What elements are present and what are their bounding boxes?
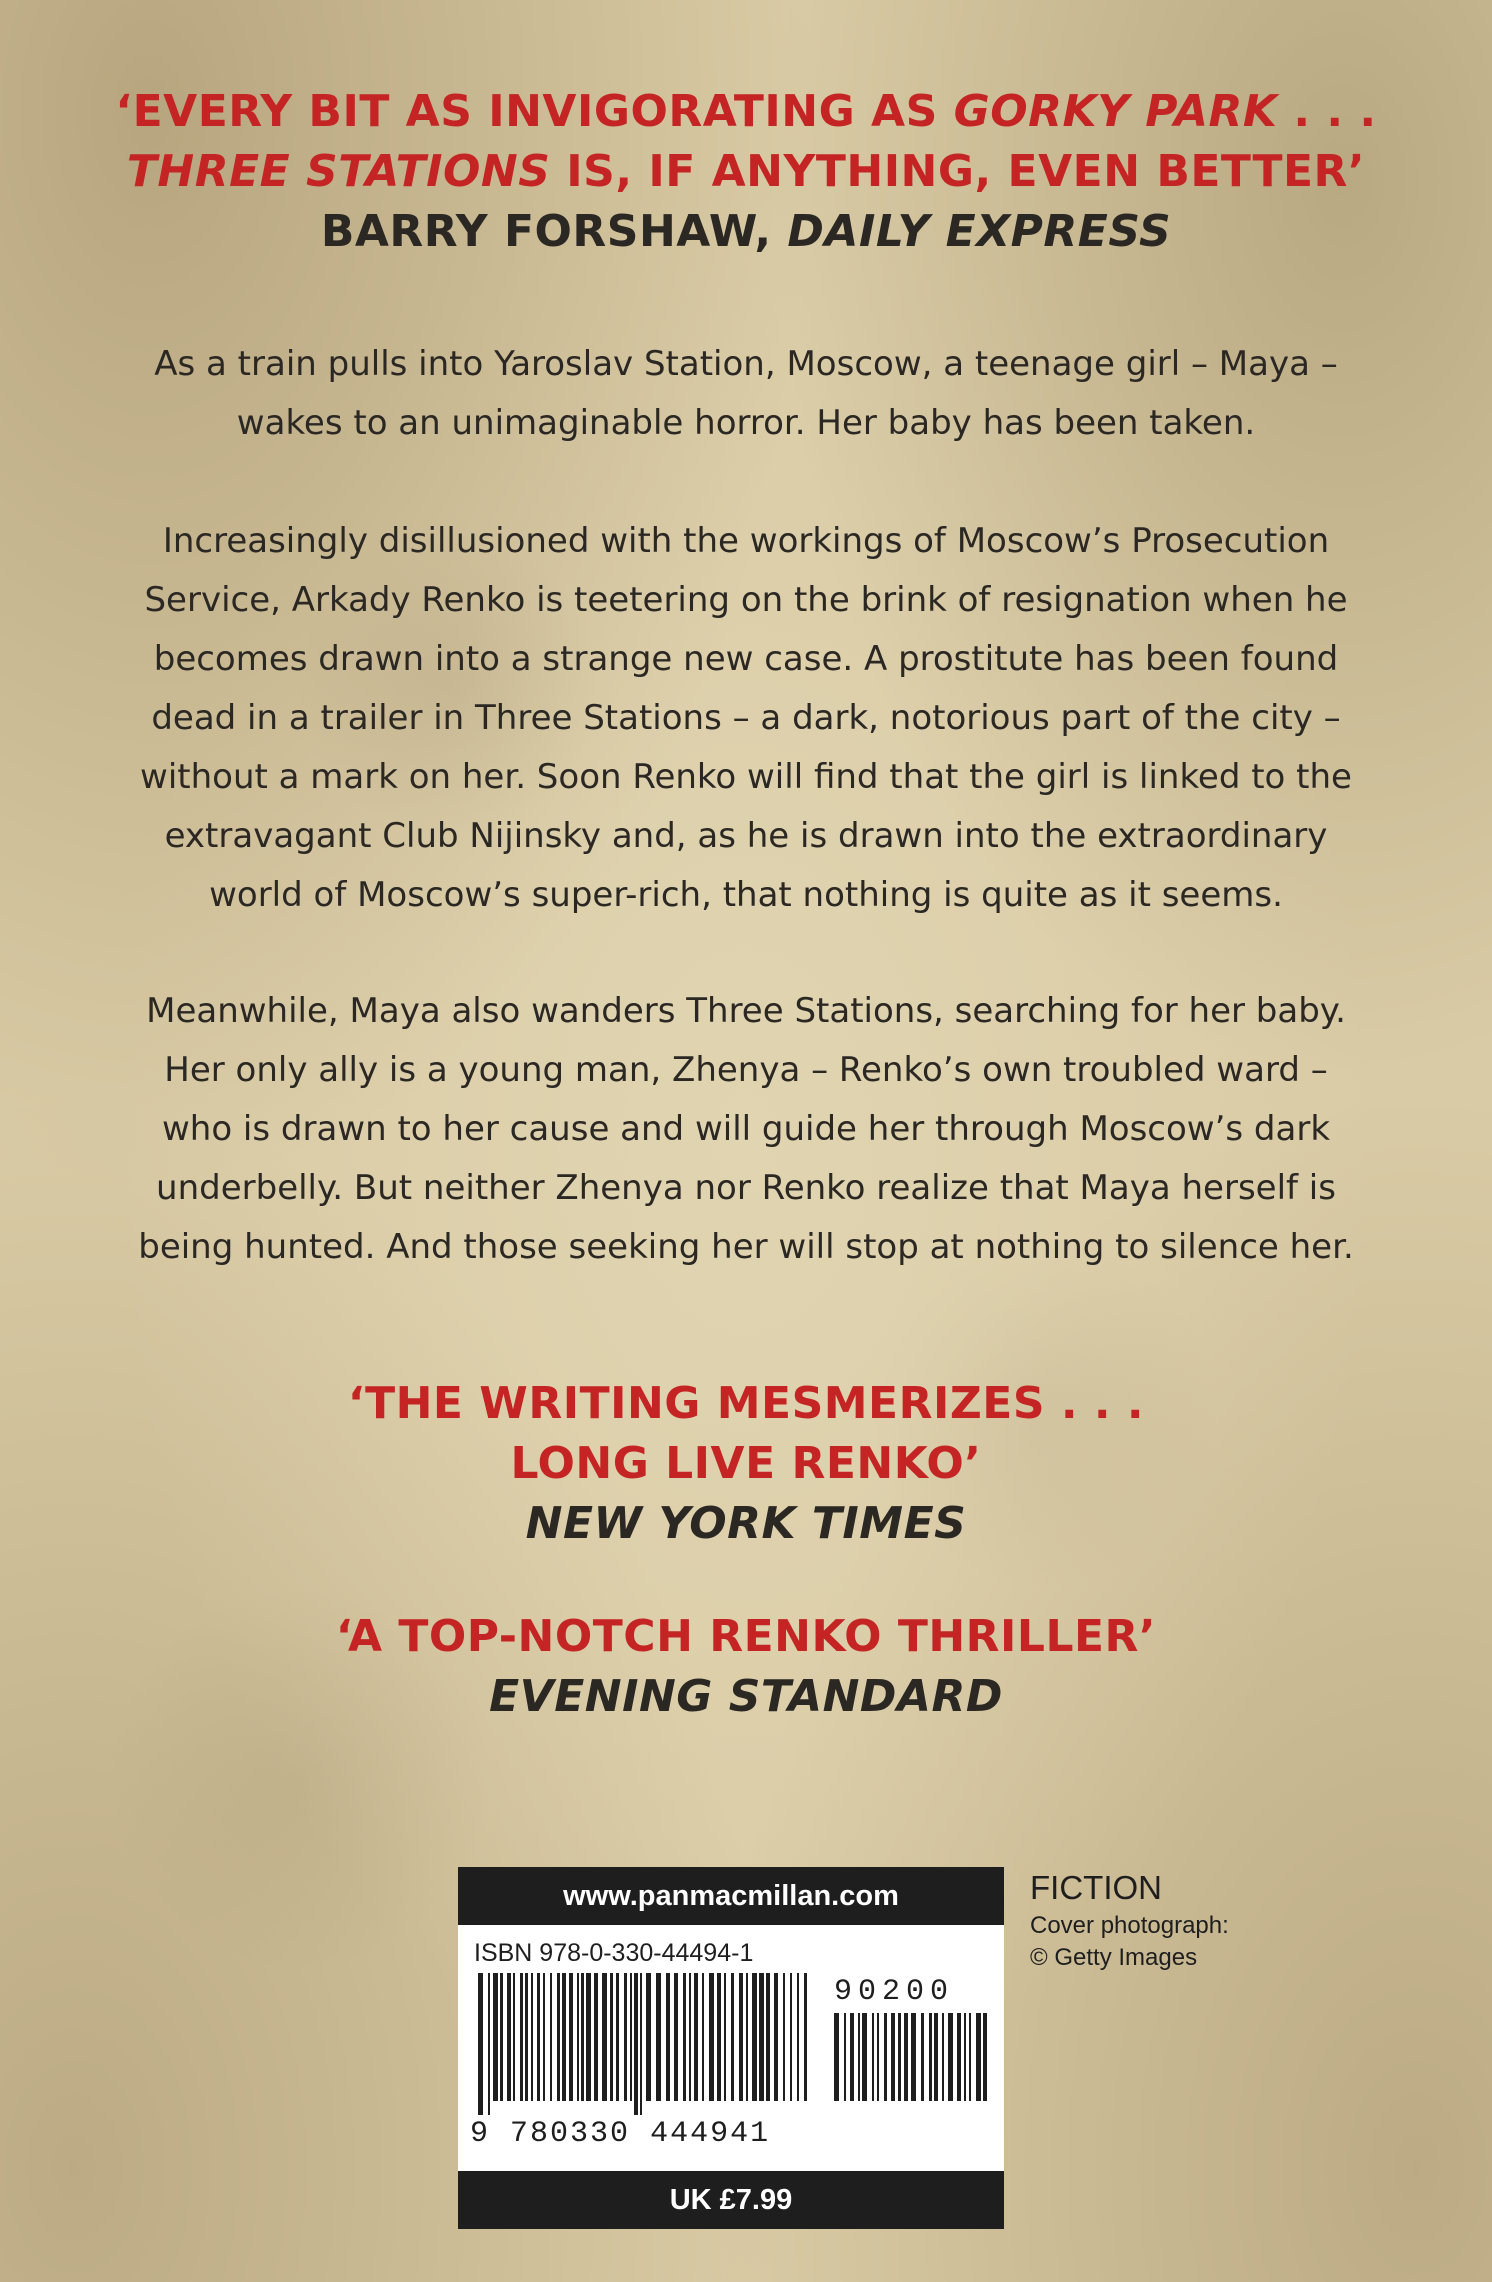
barcode-stripe	[746, 1973, 748, 2101]
ean-group-2: 444941	[650, 2117, 771, 2151]
barcode-stripe	[520, 1973, 523, 2101]
barcode-stripe	[858, 2013, 860, 2101]
barcode-stripe	[976, 2013, 981, 2101]
blurb-line: As a train pulls into Yaroslav Station, Moscow, a teenage girl – Maya –	[154, 344, 1338, 384]
barcode-stripe	[898, 2013, 901, 2101]
barcode-stripe	[797, 1973, 799, 2101]
blurb-paragraph-2	[40, 512, 1452, 925]
blurb-line: without a mark on her. Soon Renko will find that the girl is linked to the	[140, 757, 1352, 797]
barcode-stripe	[531, 1973, 533, 2101]
blurb-line: Increasingly disillusioned with the workings of Moscow’s Prosecution	[162, 521, 1330, 561]
barcode-stripe	[739, 1973, 743, 2101]
ean-barcode-graphic	[476, 1973, 816, 2115]
barcode-stripe	[891, 2013, 895, 2101]
barcode-stripe	[656, 1973, 661, 2101]
barcode-stripe	[904, 2013, 908, 2101]
blurb-line: underbelly. But neither Zhenya nor Renko realize that Maya herself is	[156, 1168, 1336, 1208]
barcode-stripe	[934, 2013, 938, 2101]
blurb-line: being hunted. And those seeking her will stop at nothing to silence her.	[138, 1227, 1354, 1267]
barcode-stripe	[774, 1973, 778, 2101]
barcode-panel	[458, 1867, 1004, 2229]
publisher-website: www.panmacmillan.com	[458, 1867, 1004, 1925]
barcode-stripe	[948, 2013, 953, 2101]
barcode-stripe	[646, 1973, 651, 2101]
barcode-stripe	[766, 1973, 770, 2101]
blurb-line: Her only ally is a young man, Zhenya – Renko’s own troubled ward –	[164, 1050, 1328, 1090]
barcode-stripe	[493, 1973, 498, 2101]
ean-digits	[470, 2117, 770, 2151]
barcode-stripe	[683, 1973, 686, 2101]
review-quote-nyt	[0, 1374, 1492, 1554]
barcode-stripe	[577, 1973, 579, 2101]
ean-group-1: 780330	[510, 2117, 631, 2151]
blurb-line: world of Moscow’s super-rich, that nothing is quite as it seems.	[209, 875, 1283, 915]
blurb-line: Meanwhile, Maya also wanders Three Stations, searching for her baby.	[146, 991, 1346, 1031]
barcode-stripe	[525, 1973, 528, 2101]
quote-ellipsis: . . .	[1277, 86, 1377, 137]
barcode-stripe	[759, 1973, 764, 2101]
barcode-stripe	[630, 1973, 632, 2101]
price-label: UK £7.99	[458, 2171, 1004, 2229]
barcode-stripe	[957, 2013, 961, 2101]
cover-credit: Cover photograph:	[1030, 1912, 1229, 1939]
quote-text: LONG LIVE RENKO’	[510, 1438, 982, 1489]
side-info	[1030, 1866, 1229, 1974]
cover-credit: © Getty Images	[1030, 1944, 1198, 1971]
blurb-line: becomes drawn into a strange new case. A prostitute has been found	[153, 639, 1339, 679]
barcode-stripe	[602, 1973, 607, 2101]
barcode-stripe	[581, 1973, 584, 2101]
barcode-stripe	[543, 1973, 545, 2101]
barcode-stripe	[478, 1973, 483, 2115]
quote-attribution-publication: NEW YORK TIMES	[525, 1498, 967, 1549]
blurb-line: dead in a trailer in Three Stations – a dark, notorious part of the city –	[151, 698, 1341, 738]
barcode-stripe	[783, 1973, 785, 2101]
barcode-stripe	[562, 1973, 566, 2101]
quote-book-title: THREE STATIONS	[126, 146, 551, 197]
barcode-stripe	[752, 1973, 757, 2101]
barcode-stripe	[557, 1973, 560, 2101]
blurb-line: Service, Arkady Renko is teetering on the brink of resignation when he	[144, 580, 1348, 620]
quote-attribution-name: BARRY FORSHAW,	[320, 206, 788, 257]
barcode-stripe	[717, 1973, 721, 2101]
barcode-stripe	[550, 1973, 552, 2101]
blurb-line: wakes to an unimaginable horror. Her baby has been taken.	[236, 403, 1256, 443]
barcode-stripe	[507, 1973, 511, 2101]
quote-text: ‘THE WRITING MESMERIZES . . .	[347, 1378, 1145, 1429]
barcode-stripe	[666, 1973, 670, 2101]
quote-attribution-publication: EVENING STANDARD	[489, 1671, 1003, 1722]
addon-barcode-graphic	[832, 2013, 988, 2115]
quote-text: IS, IF ANYTHING, EVEN BETTER’	[550, 146, 1366, 197]
barcode-stripe	[834, 2013, 839, 2101]
barcode-stripe	[702, 1973, 704, 2101]
barcode-stripe	[488, 1973, 490, 2115]
barcode-stripe	[969, 2013, 971, 2101]
barcode-stripe	[537, 1973, 540, 2101]
barcode-stripe	[911, 2013, 916, 2101]
barcode-stripe	[709, 1973, 714, 2101]
barcode-stripe	[513, 1973, 515, 2101]
quote-attribution-publication: DAILY EXPRESS	[787, 206, 1172, 257]
top-review-quote	[0, 82, 1492, 262]
barcode-stripe	[850, 2013, 854, 2101]
barcode-stripe	[790, 1973, 792, 2101]
barcode-stripe	[964, 2013, 966, 2101]
isbn-label: ISBN 978-0-330-44494-1	[474, 1939, 754, 1967]
barcode-stripe	[862, 2013, 867, 2101]
barcode-stripe	[694, 1973, 698, 2101]
barcode-stripe	[624, 1973, 627, 2101]
blurb-paragraph-1	[40, 335, 1452, 453]
barcode-stripe	[674, 1973, 678, 2101]
barcode-stripe	[724, 1973, 726, 2101]
barcode-stripe	[983, 2013, 987, 2101]
barcode-stripe	[872, 2013, 874, 2101]
quote-text: ‘EVERY BIT AS INVIGORATING AS	[115, 86, 954, 137]
genre-label: FICTION	[1030, 1869, 1162, 1906]
barcode-stripe	[610, 1973, 613, 2101]
barcode-stripe	[877, 2013, 879, 2101]
quote-text: ‘A TOP-NOTCH RENKO THRILLER’	[335, 1611, 1157, 1662]
barcode-stripe	[884, 2013, 887, 2101]
barcode-stripe	[942, 2013, 944, 2101]
price-code: 90200	[834, 1975, 955, 2009]
blurb-paragraph-3	[40, 982, 1452, 1277]
barcode-stripe	[500, 1973, 503, 2101]
barcode-stripe	[634, 1973, 638, 2115]
blurb-line: extravagant Club Nijinsky and, as he is drawn into the extraordinary	[164, 816, 1328, 856]
barcode-stripe	[844, 2013, 846, 2101]
barcode-stripe	[586, 1973, 591, 2101]
ean-first-digit: 9	[470, 2117, 491, 2151]
barcode-stripe	[731, 1973, 734, 2101]
barcode-stripe	[569, 1973, 573, 2101]
barcode-stripe	[594, 1973, 598, 2101]
quote-book-title: GORKY PARK	[953, 86, 1278, 137]
barcode-stripe	[616, 1973, 619, 2101]
barcode-stripe	[689, 1973, 691, 2101]
barcode-stripe	[804, 1973, 807, 2101]
barcode-stripe	[640, 1973, 642, 2115]
blurb-line: who is drawn to her cause and will guide her through Moscow’s dark	[161, 1109, 1331, 1149]
review-quote-evening-standard	[0, 1607, 1492, 1727]
barcode-stripe	[921, 2013, 924, 2101]
barcode-stripe	[929, 2013, 932, 2101]
